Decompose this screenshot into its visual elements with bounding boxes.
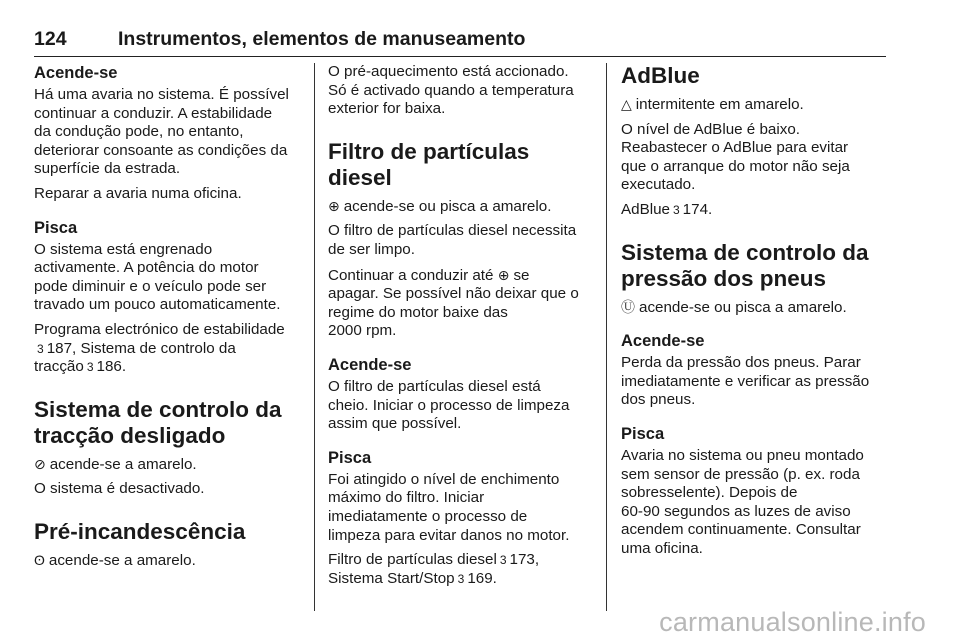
paragraph: O sistema está engrenado activamente. A potência do motor pode diminuir e o veículo pode ser travado um pouco automaticamente.	[34, 240, 281, 314]
column-divider	[606, 63, 607, 611]
paragraph-cross-ref: Filtro de partículas diesel 3 173, Sistema Start/Stop 3 169.	[328, 551, 540, 587]
paragraph: Reparar a avaria numa oficina.	[34, 184, 242, 202]
paragraph: O filtro de partículas diesel necessita de ser limpo.	[328, 222, 577, 258]
heading-pisca: Pisca	[621, 424, 665, 443]
page-ref[interactable]: 174	[682, 200, 709, 218]
page-ref-arrow-icon: 3	[37, 341, 44, 356]
paragraph: Foi atingido o nível de enchimento máximo do filtro. Iniciar imediatamente o processo de limpeza para evitar danos no motor.	[328, 470, 570, 544]
paragraph: Há uma avaria no sistema. É possível continuar a conduzir. A estabilidade da condução pode, no entanto, deteriorar consoante as condições da superfície da estrada.	[34, 86, 289, 178]
traction-off-icon: ⊘	[34, 455, 46, 472]
page-ref[interactable]: 186	[96, 358, 122, 376]
page-ref[interactable]: 173	[509, 551, 535, 569]
paragraph: O filtro de partículas diesel está cheio. Iniciar o processo de limpeza assim que possível.	[328, 377, 570, 433]
paragraph-cross-ref: Programa electrónico de estabilidade 3 187, Sistema de controlo da tracção 3 186.	[34, 320, 285, 376]
paragraph: O pré-aquecimento está accionado. Só é activado quando a temperatura exterior for baixa.	[328, 63, 574, 118]
paragraph: △ intermitente em amarelo.	[621, 96, 804, 113]
heading-filtro-particulas: Filtro de partículas diesel	[328, 138, 530, 190]
paragraph: Perda da pressão dos pneus. Parar imediatamente e verificar as pressão dos pneus.	[621, 354, 870, 409]
page-ref[interactable]: 187	[46, 339, 73, 357]
glow-plug-icon: ʘ	[34, 551, 45, 568]
heading-tracao-desligado: Sistema de controlo da tracção desligado	[34, 396, 282, 448]
column-3	[621, 63, 889, 565]
heading-pisca: Pisca	[34, 218, 78, 237]
paragraph: ⊕ acende-se ou pisca a amarelo.	[328, 197, 552, 215]
paragraph: ⊘ acende-se a amarelo.	[34, 455, 197, 473]
paragraph: Avaria no sistema ou pneu montado sem sensor de pressão (p. ex. roda sobresselente). Depois de 60-90 segundos as luzes de aviso acendem continuamente. Consultar uma oficina.	[621, 446, 864, 557]
column-2	[328, 63, 590, 594]
running-title: Instrumentos, elementos de manuseamento	[118, 28, 526, 50]
adblue-icon: △	[621, 96, 632, 112]
page-ref[interactable]: 169	[467, 569, 493, 587]
heading-pisca: Pisca	[328, 448, 372, 467]
page-header	[34, 26, 886, 57]
column-divider	[314, 63, 315, 611]
heading-pre-incandescencia: Pré-incandescência	[34, 518, 246, 544]
page-number: 124	[34, 28, 67, 50]
paragraph: ʘ acende-se a amarelo.	[34, 551, 196, 569]
tire-pressure-icon: Ⓤ	[621, 298, 635, 315]
paragraph: Ⓤ acende-se ou pisca a amarelo.	[621, 298, 847, 316]
page-ref-arrow-icon: 3	[86, 360, 94, 375]
column-1	[34, 63, 302, 577]
paragraph: Continuar a conduzir até ⊕ se apagar. Se possível não deixar que o regime do motor baixe das 2000 rpm.	[328, 266, 579, 340]
page-ref-arrow-icon: 3	[499, 553, 507, 568]
page-ref-arrow-icon: 3	[672, 202, 680, 217]
heading-acende: Acende-se	[621, 332, 705, 351]
paragraph: O nível de AdBlue é baixo. Reabastecer o AdBlue para evitar que o arranque do motor não seja executado.	[621, 120, 850, 194]
paragraph-cross-ref: AdBlue 3 174.	[621, 200, 713, 218]
heading-acende: Acende-se	[328, 355, 412, 374]
page-ref-arrow-icon: 3	[457, 571, 465, 586]
particle-filter-icon: ⊕	[328, 197, 340, 214]
paragraph: O sistema é desactivado.	[34, 480, 205, 498]
heading-acende: Acende-se	[34, 64, 118, 82]
heading-adblue: AdBlue	[621, 63, 700, 88]
particle-filter-icon: ⊕	[497, 266, 510, 283]
watermark: carmanualsonline.info	[659, 607, 926, 637]
heading-pressao-pneus: Sistema de controlo da pressão dos pneus	[621, 239, 869, 291]
